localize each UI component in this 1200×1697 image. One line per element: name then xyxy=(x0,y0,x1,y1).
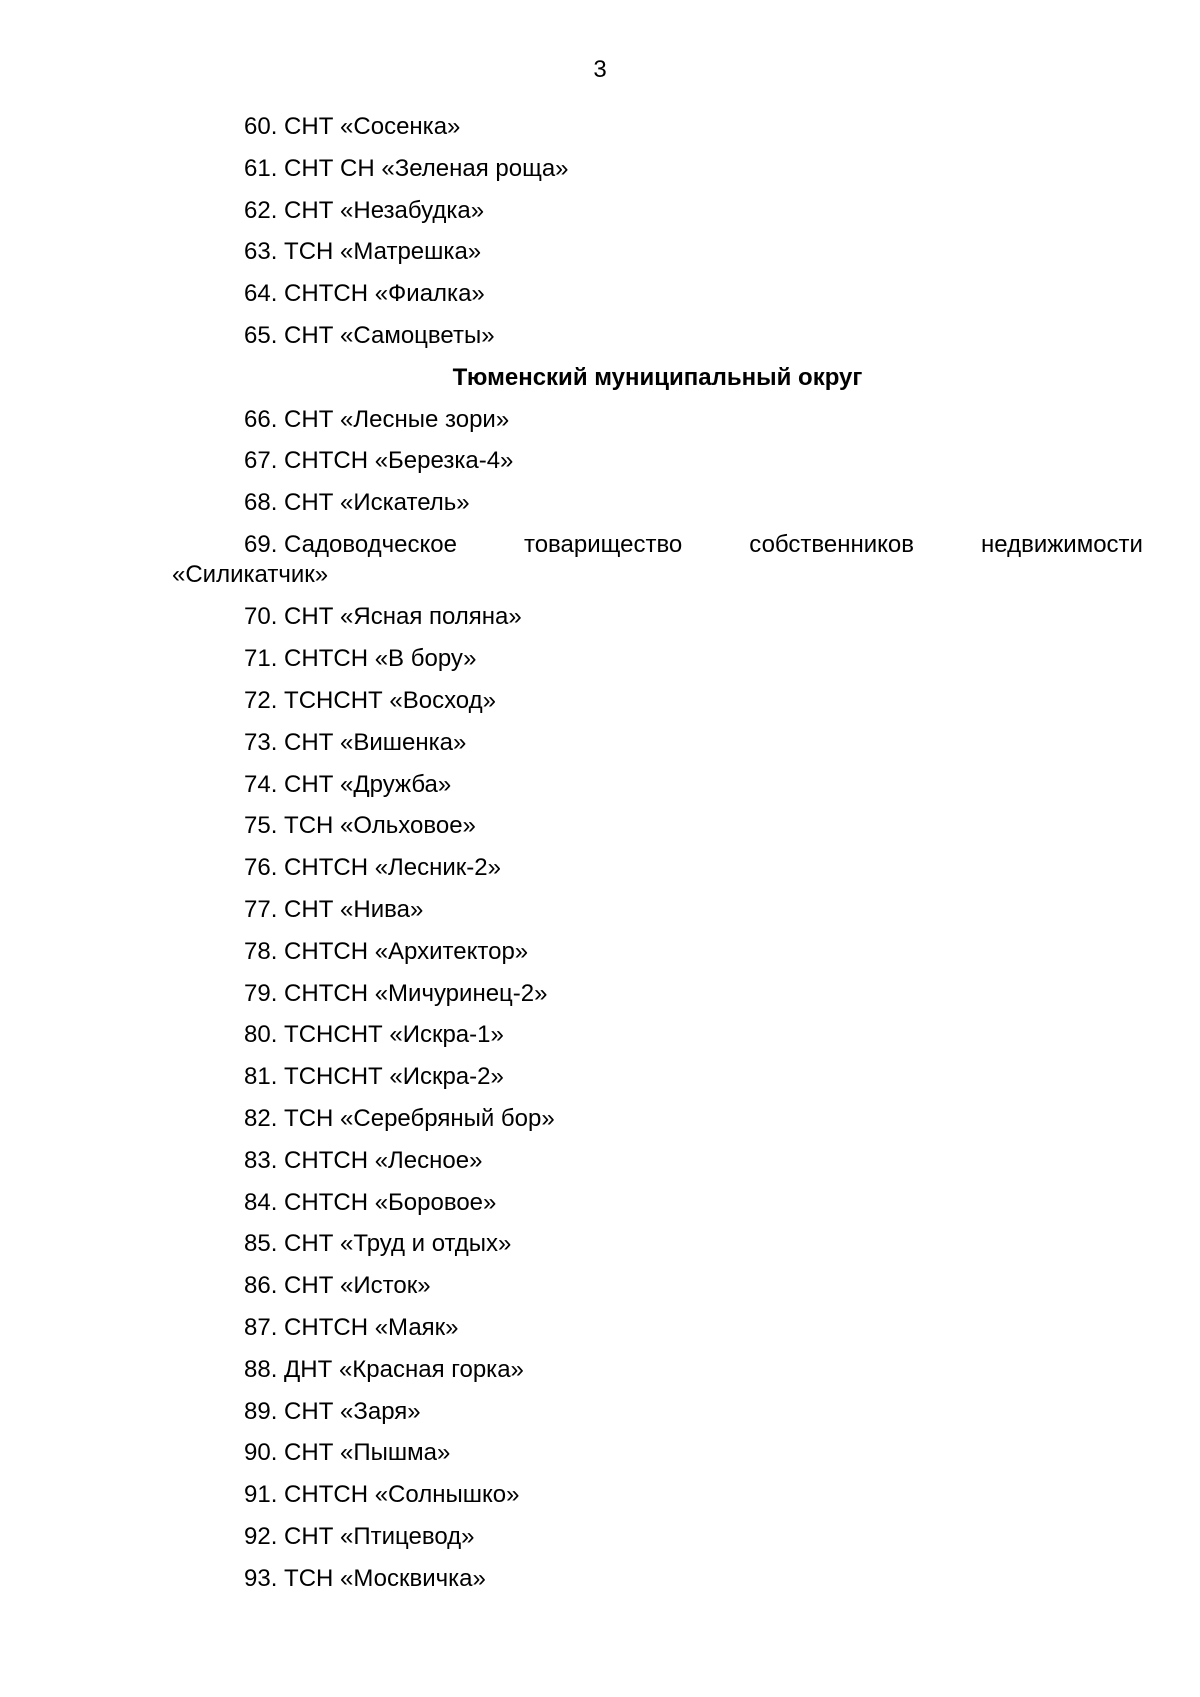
item-number: 87. xyxy=(244,1314,278,1342)
list-item xyxy=(172,112,1143,154)
item-text: СНТ «Исток» xyxy=(284,1272,431,1300)
list-item xyxy=(172,644,1143,686)
wrapped-first-line xyxy=(172,530,1143,560)
item-number: 84. xyxy=(244,1188,278,1216)
list-item xyxy=(172,1522,1143,1564)
item-number: 61. xyxy=(244,154,278,182)
list-item xyxy=(172,279,1143,321)
item-word: Садоводческое xyxy=(284,530,457,558)
item-text: ДНТ «Красная горка» xyxy=(284,1355,524,1383)
item-word: товарищество xyxy=(523,530,683,558)
list-item xyxy=(172,1104,1143,1146)
list-item xyxy=(172,1480,1143,1522)
list-after-b xyxy=(172,602,1143,1605)
item-number: 85. xyxy=(244,1230,278,1258)
item-number: 62. xyxy=(244,196,278,224)
item-number-and-word xyxy=(244,530,457,560)
document-body xyxy=(172,112,1143,1606)
list-after-a xyxy=(172,405,1143,530)
item-number: 64. xyxy=(244,280,278,308)
item-word: собственников xyxy=(749,530,914,558)
item-number: 92. xyxy=(244,1523,278,1550)
item-text: СНТ «Ясная поляна» xyxy=(284,603,522,631)
item-number: 91. xyxy=(244,1481,278,1509)
item-number: 75. xyxy=(244,812,278,840)
list-item xyxy=(172,446,1143,488)
list-item xyxy=(172,237,1143,279)
item-text: СНТ «Пышма» xyxy=(284,1439,451,1467)
item-text: ТСН «Москвичка» xyxy=(284,1564,486,1592)
item-text: СНТ «Заря» xyxy=(284,1397,421,1425)
item-text: СНТСН «В бору» xyxy=(284,645,477,673)
item-number: 78. xyxy=(244,937,278,965)
item-text: СНТ СН «Зеленая роща» xyxy=(284,154,569,182)
item-text: СНТ «Вишенка» xyxy=(284,728,467,756)
list-item xyxy=(172,1146,1143,1188)
item-text: ТСН «Серебряный бор» xyxy=(284,1105,555,1133)
list-item xyxy=(172,154,1143,196)
list-item xyxy=(172,1271,1143,1313)
item-number: 71. xyxy=(244,645,278,673)
item-text: СНТ «Птицевод» xyxy=(284,1523,475,1550)
item-word: недвижимости xyxy=(981,530,1143,558)
list-item xyxy=(172,196,1143,238)
list-item-wrapped xyxy=(172,530,1143,603)
item-number: 76. xyxy=(244,854,278,882)
item-text: ТСНСНТ «Восход» xyxy=(284,687,496,715)
item-number: 72. xyxy=(244,687,278,715)
list-item xyxy=(172,1229,1143,1271)
item-text: ТСН «Ольховое» xyxy=(284,812,476,840)
list-item xyxy=(172,728,1143,770)
item-number: 88. xyxy=(244,1355,278,1383)
list-item xyxy=(172,1062,1143,1104)
item-number: 69. xyxy=(244,530,278,558)
item-number: 82. xyxy=(244,1105,278,1133)
list-item xyxy=(172,853,1143,895)
item-text: ТСН «Матрешка» xyxy=(284,238,482,266)
item-text: ТСНСНТ «Искра-2» xyxy=(284,1063,504,1091)
item-number: 93. xyxy=(244,1564,278,1592)
item-text: СНТ «Труд и отдых» xyxy=(284,1230,512,1258)
item-text: СНТ «Лесные зори» xyxy=(284,405,510,433)
item-number: 81. xyxy=(244,1063,278,1091)
list-item xyxy=(172,979,1143,1021)
list-item xyxy=(172,1355,1143,1397)
item-number: 63. xyxy=(244,238,278,266)
item-text: СНТ «Незабудка» xyxy=(284,196,485,224)
list-item xyxy=(172,1397,1143,1439)
item-number: 66. xyxy=(244,405,278,433)
list-item xyxy=(172,686,1143,728)
item-number: 65. xyxy=(244,321,278,349)
list-before xyxy=(172,112,1143,363)
item-text: СНТСН «Боровое» xyxy=(284,1188,497,1216)
item-text: СНТСН «Архитектор» xyxy=(284,937,529,965)
item-number: 83. xyxy=(244,1146,278,1174)
item-number: 60. xyxy=(244,113,278,140)
item-number: 70. xyxy=(244,603,278,631)
item-number: 74. xyxy=(244,770,278,798)
list-item xyxy=(172,321,1143,363)
item-text: ТСНСНТ «Искра-1» xyxy=(284,1021,504,1049)
list-item xyxy=(172,895,1143,937)
page-number: 3 xyxy=(593,56,607,83)
item-text: СНТ «Самоцветы» xyxy=(284,321,495,349)
item-text: СНТСН «Лесное» xyxy=(284,1146,483,1174)
item-number: 79. xyxy=(244,979,278,1007)
section-heading: Тюменский муниципальный округ xyxy=(452,363,863,391)
item-text: СНТСН «Березка-4» xyxy=(284,447,514,475)
item-text: СНТСН «Лесник-2» xyxy=(284,854,501,882)
item-text: СНТСН «Фиалка» xyxy=(284,280,485,308)
item-text: СНТ «Сосенка» xyxy=(284,113,461,140)
list-item xyxy=(172,770,1143,812)
item-text: СНТ «Нива» xyxy=(284,896,424,924)
list-item xyxy=(172,937,1143,979)
item-text: СНТ «Искатель» xyxy=(284,489,470,517)
list-item xyxy=(172,1564,1143,1606)
wrapped-continuation: «Силикатчик» xyxy=(172,560,329,588)
item-text: СНТ «Дружба» xyxy=(284,770,452,798)
item-number: 73. xyxy=(244,728,278,756)
list-item xyxy=(172,1020,1143,1062)
item-number: 80. xyxy=(244,1021,278,1049)
item-number: 86. xyxy=(244,1272,278,1300)
item-number: 67. xyxy=(244,447,278,475)
list-item xyxy=(172,405,1143,447)
list-item xyxy=(172,1188,1143,1230)
list-item xyxy=(172,811,1143,853)
list-item xyxy=(172,488,1143,530)
item-number: 68. xyxy=(244,489,278,517)
item-number: 90. xyxy=(244,1439,278,1467)
item-text: СНТСН «Мичуринец-2» xyxy=(284,979,548,1007)
list-item xyxy=(172,1438,1143,1480)
item-number: 77. xyxy=(244,896,278,924)
item-text: СНТСН «Солнышко» xyxy=(284,1481,520,1509)
list-item xyxy=(172,1313,1143,1355)
item-number: 89. xyxy=(244,1397,278,1425)
list-item xyxy=(172,602,1143,644)
item-text: СНТСН «Маяк» xyxy=(284,1314,459,1342)
